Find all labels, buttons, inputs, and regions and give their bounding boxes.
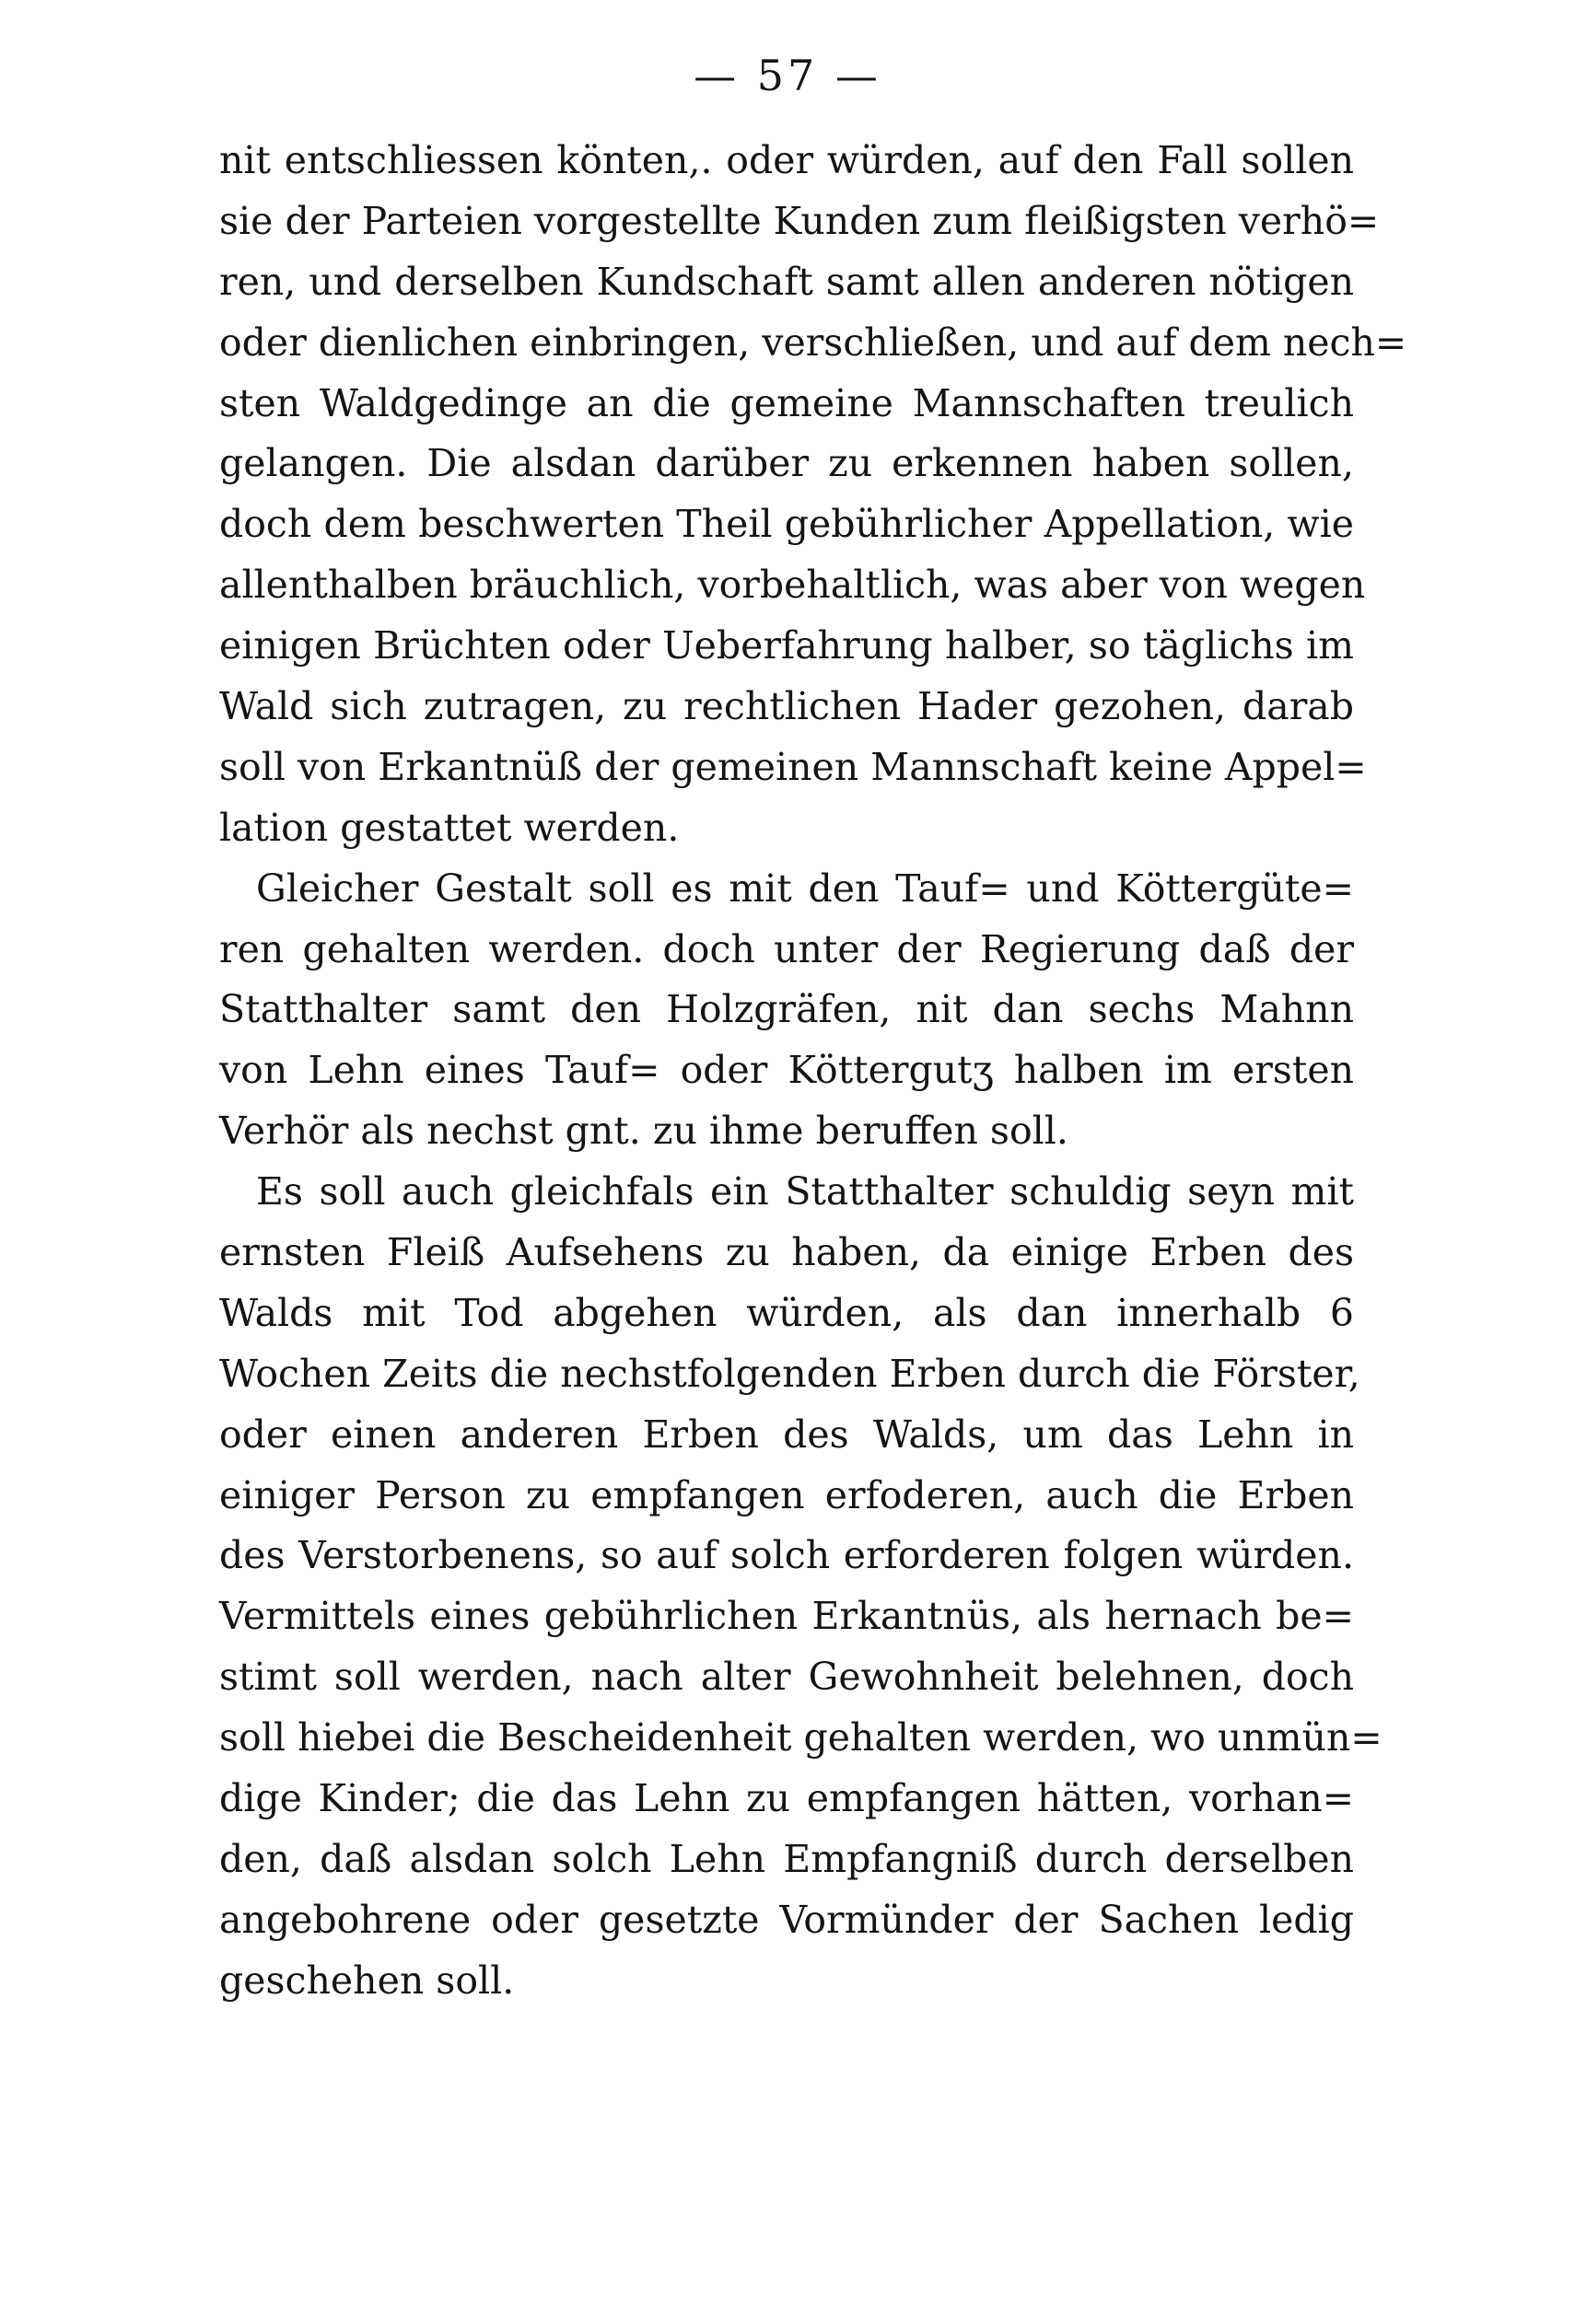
text-line: Verhör als nechst gnt. zu ihme beruffen soll. [219, 1109, 1068, 1154]
text-line: stimt soll werden, nach alter Gewohnheit belehnen, doch [219, 1655, 1354, 1700]
text-line: den, daß alsdan solch Lehn Empfangniß durch derselben [219, 1836, 1354, 1881]
text-line: ernsten Fleiß Aufsehens zu haben, da einige Erben des [219, 1230, 1354, 1275]
text-line: einigen Brüchten oder Ueberfahrung halber, so täglichs im [219, 623, 1354, 668]
text-line: Wald sich zutragen, zu rechtlichen Hader gezohen, darab [219, 684, 1354, 729]
text-line: geschehen soll. [219, 1958, 515, 2003]
text-line: oder dienlichen einbringen, verschließen, und auf dem nech= [219, 320, 1407, 365]
text-line: soll von Erkantnüß der gemeinen Mannschaft keine Appel= [219, 744, 1367, 789]
text-line: sie der Parteien vorgestellte Kunden zum fleißigsten verhö= [219, 198, 1380, 243]
text-line: einiger Person zu empfangen erfoderen, auch die Erben [219, 1472, 1354, 1517]
page-number: — 57 — [694, 51, 881, 100]
body-text [219, 131, 1407, 2012]
text-line: des Verstorbenens, so auf solch erforderen folgen würden. [219, 1533, 1354, 1578]
text-line: von Lehn eines Tauf= oder Köttergutʒ halben im ersten [219, 1048, 1354, 1093]
text-line: angebohrene oder gesetzte Vormünder der Sachen ledig [219, 1897, 1354, 1942]
text-line: sten Waldgedinge an die gemeine Mannschaften treulich [219, 380, 1354, 425]
text-line: Vermittels eines gebührlichen Erkantnüs, als hernach be= [219, 1594, 1354, 1639]
text-line: nit entschliessen könten,. oder würden, auf den Fall sollen [219, 138, 1354, 182]
text-line: gelangen. Die alsdan darüber zu erkennen haben sollen, [219, 441, 1354, 486]
text-line: ren gehalten werden. doch unter der Regierung daß der [219, 926, 1354, 971]
text-line: Gleicher Gestalt soll es mit den Tauf= und Köttergüte= [256, 866, 1354, 911]
text-line: allenthalben bräuchlich, vorbehaltlich, was aber von wegen [219, 563, 1366, 608]
text-line: Es soll auch gleichfals ein Statthalter schuldig seyn mit [256, 1169, 1354, 1214]
text-line: ren, und derselben Kundschaft samt allen anderen nötigen [219, 259, 1354, 304]
text-line: Statthalter samt den Holzgräfen, nit dan sechs Mahnn [219, 987, 1354, 1032]
text-line: doch dem beschwerten Theil gebührlicher Appellation, wie [219, 502, 1354, 547]
text-line: dige Kinder; die das Lehn zu empfangen hätten, vorhan= [219, 1776, 1354, 1821]
text-line: oder einen anderen Erben des Walds, um das Lehn in [219, 1412, 1354, 1457]
text-line: soll hiebei die Bescheidenheit gehalten werden, wo unmün= [219, 1715, 1382, 1760]
text-line: lation gestattet werden. [219, 805, 680, 850]
text-line: Walds mit Tod abgehen würden, als dan innerhalb 6 [219, 1290, 1354, 1335]
text-line: Wochen Zeits die nechstfolgenden Erben durch die Förster, [219, 1351, 1360, 1396]
